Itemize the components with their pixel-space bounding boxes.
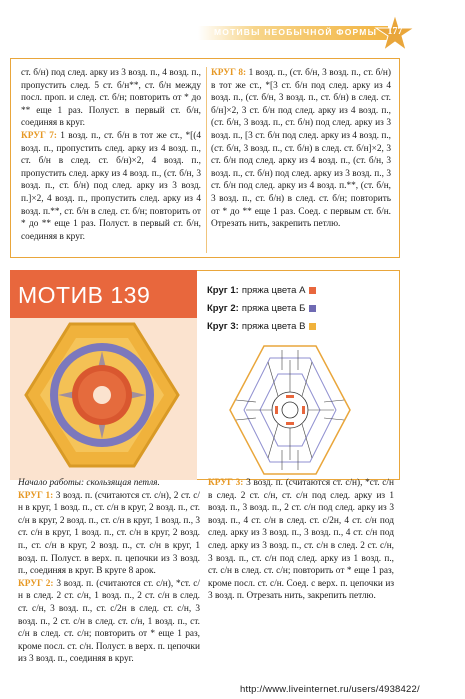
page-number: 177: [387, 26, 403, 37]
round7-label: КРУГ 7:: [21, 130, 57, 141]
color-swatch-a: [309, 287, 316, 294]
legend-round: Круг 1:: [207, 284, 239, 296]
round1-label: КРУГ 1:: [18, 490, 54, 501]
crochet-diagram: [226, 340, 354, 480]
left-column: [21, 67, 201, 243]
legend-round: Круг 3:: [207, 320, 239, 332]
continuation-text: ст. б/н) под след. арку из 3 возд. п., 4 возд. п., пропустить след. 5 ст. б/н**, ст. б/н между посл. проп. и след. ст. б/н; повторить от * до ** еще 1 раз. Полуст. в первый ст. б/н, соединяя в круг.: [21, 68, 201, 129]
column-divider: [206, 67, 207, 253]
round1-text: 3 возд. п. (считаются ст. с/н), 2 ст. с/н в круг, 1 возд. п., ст. с/н в круг, 2 возд. п., ст. с/н в круг, 2 возд. п., ст. с/н в круг, 1 возд. п., 3 ст. с/н в круг, 1 возд. п., ст. с/н в круг, 2 возд. п., ст. с/н в круг, 2 возд. п., ст. с/н в круг, 1 возд. п. Полуст. в верх. п. цепочки из 3 возд. п., соединяя в круг. В круге 8 арок.: [18, 490, 200, 577]
motif-title: МОТИВ 139: [18, 282, 151, 308]
instructions-left: [18, 477, 200, 666]
color-swatch-b: [309, 305, 316, 312]
legend-row: [207, 299, 316, 317]
round8-text: 1 возд. п., (ст. б/н, 3 возд. п., ст. б/н) в тот же ст., *[3 ст. б/н под след. арку из 4 возд. п., (ст. б/н, 3 возд. п., ст. б/н) в след. ст. б/н]×2, 3 ст. б/н под след. арку из 4 возд. п., (ст. б/н, 3 возд. п., ст. б/н) под след. арку из 3 возд. п., [3 ст. б/н под след. арку из 4 возд. п., (ст. б/н, 3 возд. п., ст. б/н) в след. ст. б/н]×2, 3 ст. б/н под след. арку из 4 возд. п., (ст. б/н, 3 возд. п., ст. б/н) под след. арку из 3 возд. п., 3 ст. б/н под след. арку из 4 возд. п.**, (ст. б/н, 3 возд. п., ст. б/н) в след. ст. б/н; повторить от * до ** еще 1 раз. Соед. с первым ст. б/н. Отрезать нить, закрепить петлю.: [211, 68, 391, 230]
footer-url: http://www.liveinternet.ru/users/4938422/: [240, 684, 420, 695]
color-swatch-c: [309, 323, 316, 330]
continuation-box: [10, 58, 400, 258]
running-header-title: МОТИВЫ НЕОБЫЧНОЙ ФОРМЫ: [214, 27, 378, 37]
legend-round: Круг 2:: [207, 302, 239, 314]
legend-row: [207, 281, 316, 299]
legend-row: [207, 317, 316, 335]
round3-label: КРУГ 3:: [208, 478, 244, 488]
round2-label: КРУГ 2:: [18, 578, 54, 589]
legend-text: пряжа цвета А: [241, 284, 306, 296]
legend-text: пряжа цвета В: [241, 320, 306, 332]
round2-text: 3 возд. п. (считаются ст. с/н), *ст. с/н в след. 2 ст. с/н, 1 возд. п., 2 ст. с/н в след. ст. с/н, 3 возд. п., ст. с/2н в след. ст. с/н, 3 возд. п., 2 ст. с/н в след. ст. с/н, 1 возд. п., ст. с/н в след. ст. с/н; повторить от * еще 1 раз, кроме посл. ст. с/н. Полуст. в верх. п. цепочки из 3 возд. п., соединяя в круг.: [18, 578, 201, 665]
legend-text: пряжа цвета Б: [241, 302, 306, 314]
instructions-right: [208, 477, 394, 603]
round3-text: 3 возд. п. (считаются ст. с/н), *ст. с/н в след. 2 ст. с/н, ст. с/н под след. арку из 1 возд. п., 3 возд. п., 2 ст. с/н под след. арку из 3 возд. п., 4 ст. с/н в след. ст. с/2н, 4 ст. с/н под след. арку из 3 возд. п., 3 возд. п., 4 ст. с/н под след. арку из 3 возд. п., ст. с/н в след. 2 ст. с/н, 3 возд. п., ст. с/н под след. арку из 1 возд. п., ст. с/н в след. ст. с/н; повторить от * еще 1 раз, кроме посл. ст. с/н. Соед. с верх. п. цепочки из 3 возд. п. Отрезать нить, закрепить петлю.: [208, 478, 394, 602]
motif-photo: [22, 320, 182, 470]
intro-text: Начало работы: скользящая петля.: [18, 478, 160, 488]
round8-label: КРУГ 8:: [211, 68, 247, 78]
right-column: [211, 67, 391, 231]
yarn-legend: [207, 281, 316, 335]
round7-text: 1 возд. п., ст. б/н в тот же ст., *[(4 возд. п., пропустить след. арку из 4 возд. п., ст. б/н в след. ст. б/н)×2, 4 возд. п., пропустить след. арку из 4 возд. п., (ст. б/н, 3 возд. п., ст. б/н) под след. арку из 3 возд. п.]×2, 4 возд. п., пропустить след. арку из 4 возд. п.**, ст. б/н в след. ст. б/н; повторить от * до ** еще 1 раз. Полуст. в первый ст. б/н, соединяя в круг.: [21, 130, 201, 242]
